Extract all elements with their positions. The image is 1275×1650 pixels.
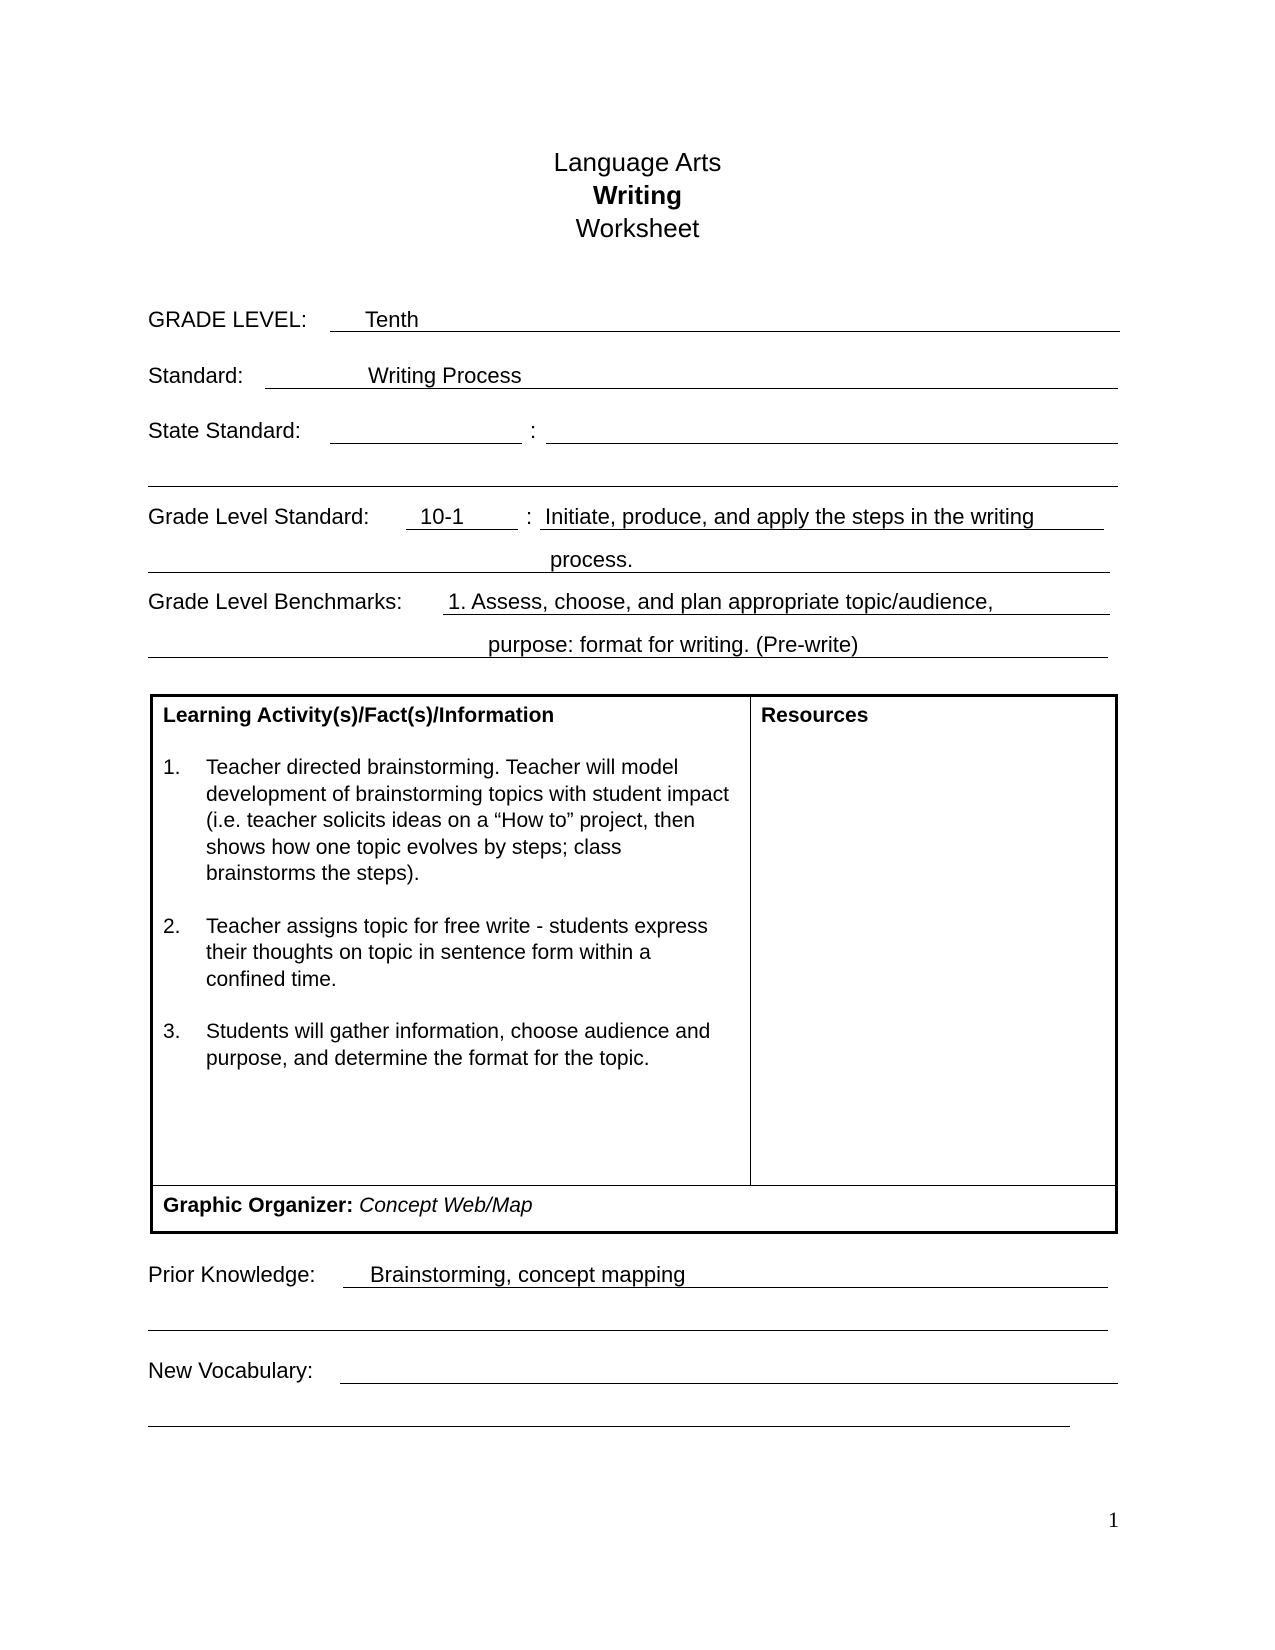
document-title [0, 146, 1275, 245]
column-divider [750, 697, 751, 1185]
state-standard-label: State Standard: [148, 418, 301, 443]
grade-level-standard-separator: : [526, 504, 533, 529]
activity-table [150, 694, 1118, 1234]
state-standard-separator: : [530, 418, 537, 443]
grade-level-value: Tenth [365, 307, 419, 332]
state-standard-continuation-underline [148, 486, 1118, 487]
grade-level-standard-value-line2: process. [550, 547, 634, 572]
graphic-organizer-label: Graphic Organizer: [163, 1194, 354, 1217]
new-vocabulary-continuation-underline [148, 1426, 1070, 1427]
page-number: 1 [1108, 1507, 1119, 1532]
list-item-number: 2. [163, 914, 181, 938]
graphic-organizer-row [163, 1193, 533, 1219]
grade-level-benchmarks-label: Grade Level Benchmarks: [148, 589, 403, 614]
prior-knowledge-label: Prior Knowledge: [148, 1262, 316, 1287]
list-item-text: Teacher directed brainstorming. Teacher will model development of brainstorming topics with student impact (i.e. teacher solicits ideas on a “How to” project, then shows how one topic evolves by steps; class brainstorms the steps). [206, 756, 729, 885]
row-divider [153, 1185, 1115, 1186]
new-vocabulary-underline [340, 1383, 1118, 1384]
resources-header: Resources [761, 704, 869, 727]
list-item-text: Teacher assigns topic for free write - students express their thoughts on topic in sentence form within a confined time. [206, 914, 708, 991]
graphic-organizer-value: Concept Web/Map [359, 1194, 533, 1217]
state-standard-value-underline [546, 443, 1118, 444]
new-vocabulary-label: New Vocabulary: [148, 1358, 314, 1383]
list-item-number: 1. [163, 756, 181, 779]
list-item-number: 3. [163, 1020, 181, 1043]
title-type: Worksheet [575, 213, 700, 243]
list-item-text: Students will gather information, choose audience and purpose, and determine the format for the topic. [206, 1020, 711, 1070]
grade-level-underline [330, 331, 1120, 332]
list-item [163, 914, 733, 994]
grade-level-standard-code: 10-1 [420, 504, 465, 529]
list-item [163, 1019, 733, 1072]
learning-activity-header: Learning Activity(s)/Fact(s)/Information [163, 704, 555, 727]
prior-knowledge-continuation-underline [148, 1330, 1108, 1331]
list-item [163, 755, 733, 888]
activity-list [163, 755, 733, 1098]
benchmarks-value-line1: 1. Assess, choose, and plan appropriate topic/audience, [448, 589, 994, 614]
prior-knowledge-value: Brainstorming, concept mapping [370, 1262, 686, 1287]
benchmarks-value-line2: purpose: format for writing. (Pre-write) [488, 632, 859, 657]
grade-level-label: GRADE LEVEL: [148, 307, 307, 332]
standard-label: Standard: [148, 363, 244, 388]
standard-value: Writing Process [368, 363, 522, 388]
title-topic: Writing [592, 180, 683, 210]
grade-level-standard-label: Grade Level Standard: [148, 504, 370, 529]
state-standard-code-underline [330, 443, 522, 444]
grade-level-standard-value-line1: Initiate, produce, and apply the steps in the writing [545, 504, 1035, 529]
title-subject: Language Arts [553, 147, 722, 177]
